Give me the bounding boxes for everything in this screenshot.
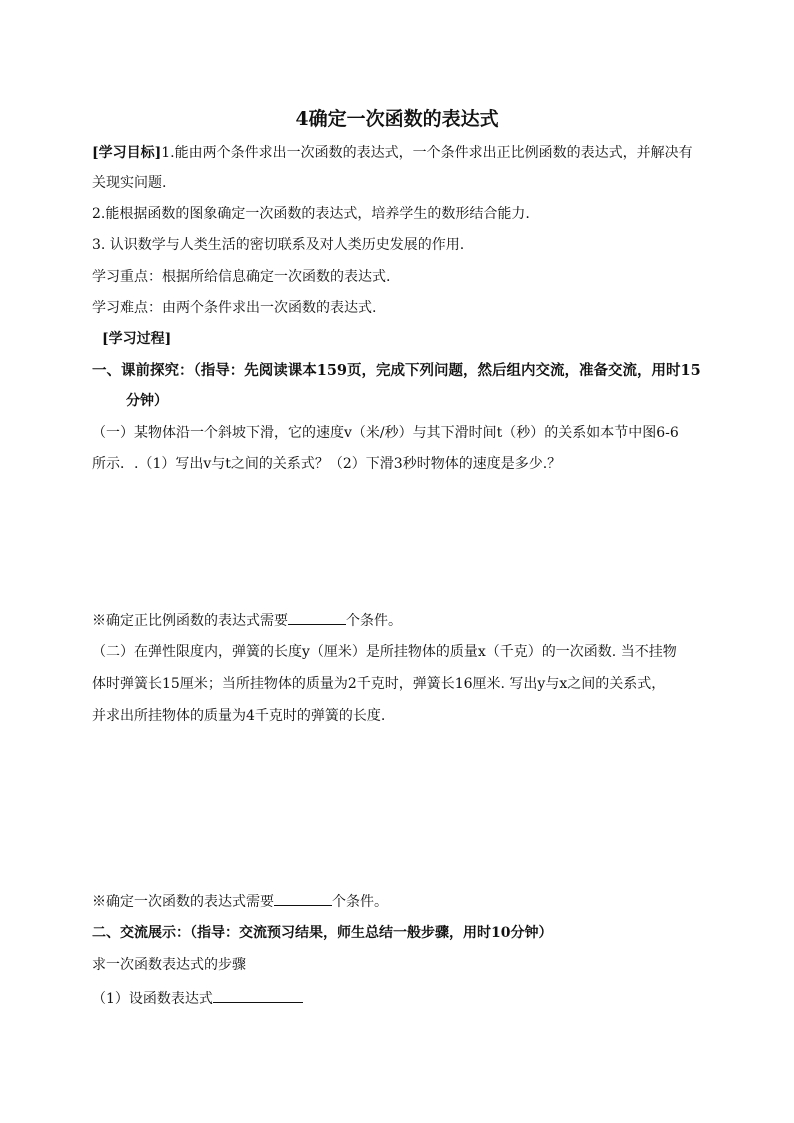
step-1 (92, 988, 303, 1008)
page-title: 4确定一次函数的表达式 (295, 108, 499, 130)
learning-goal-1-continued: 关现实问题. (92, 175, 167, 191)
note-1-text-after: 个条件。 (346, 613, 402, 629)
note-1-text-before: ※确定正比例函数的表达式需要 (92, 613, 288, 629)
learning-goal-line-1 (92, 144, 693, 162)
note-2-blank[interactable] (274, 891, 332, 906)
section-2-heading: 二、交流展示：（指导：交流预习结果，师生总结一般步骤，用时10分钟） (92, 925, 553, 941)
note-2 (92, 891, 388, 911)
steps-title: 求一次函数表达式的步骤 (92, 957, 246, 973)
learning-goal-label: [学习目标] (92, 145, 162, 161)
question-2-line-3: 并求出所挂物体的质量为4千克时的弹簧的长度. (92, 708, 386, 724)
note-1-blank[interactable] (288, 610, 346, 625)
learning-goal-3: 3. 认识数学与人类生活的密切联系及对人类历史发展的作用. (92, 237, 465, 253)
section-1-heading-continued: 分钟） (126, 393, 168, 409)
note-1 (92, 610, 402, 630)
question-2-line-2: 体时弹簧长15厘米；当所挂物体的质量为2千克时，弹簧长16厘米. 写出y与x之间的关系式， (92, 676, 666, 692)
note-2-text-before: ※确定一次函数的表达式需要 (92, 894, 274, 910)
difficulty-point: 学习难点：由两个条件求出一次函数的表达式. (92, 300, 377, 316)
section-1-heading: 一、课前探究：（指导：先阅读课本159页，完成下列问题，然后组内交流，准备交流，用时15 (92, 362, 701, 379)
step-1-blank[interactable] (213, 988, 303, 1003)
question-2-line-1: （二）在弹性限度内，弹簧的长度y（厘米）是所挂物体的质量x（千克）的一次函数. 当不挂物 (92, 644, 677, 660)
key-point: 学习重点：根据所给信息确定一次函数的表达式. (92, 269, 391, 285)
question-1-line-2: 所示．.（1）写出v与t之间的关系式？（2）下滑3秒时物体的速度是多少.？ (92, 456, 562, 472)
note-2-text-after: 个条件。 (332, 894, 388, 910)
step-1-text: （1）设函数表达式 (92, 991, 213, 1007)
question-1-line-1: （一）某物体沿一个斜坡下滑，它的速度v（米/秒）与其下滑时间t（秒）的关系如本节中图6-6 (92, 425, 679, 441)
learning-goal-1-text: 1.能由两个条件求出一次函数的表达式，一个条件求出正比例函数的表达式，并解决有 (161, 145, 693, 161)
learning-goal-2: 2.能根据函数的图象确定一次函数的表达式，培养学生的数形结合能力. (92, 206, 530, 222)
learning-process-label: [学习过程] (102, 331, 172, 347)
